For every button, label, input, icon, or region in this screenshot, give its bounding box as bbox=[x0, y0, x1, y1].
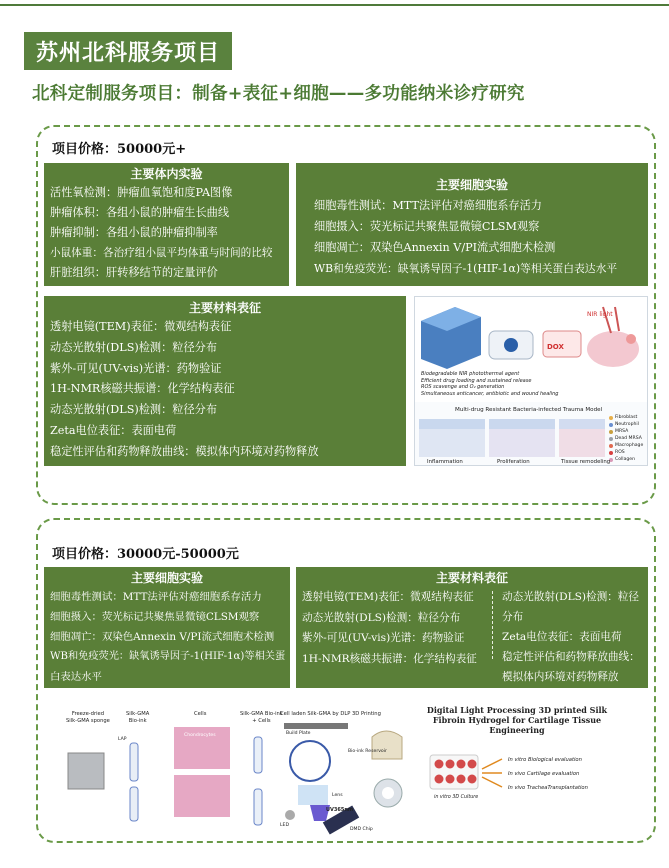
invivo-item: 活性氧检测：肿瘤血氧饱和度PA图像 bbox=[50, 186, 233, 199]
figure-title-line: Fibroin Hydrogel for Cartilage Tissue bbox=[432, 715, 602, 725]
material-item: 透射电镜(TEM)表征：微观结构表征 bbox=[50, 320, 232, 333]
legend-entry: Dead MRSA bbox=[615, 436, 642, 441]
invivo-heading: 主要体内实验 bbox=[130, 167, 203, 181]
invivo-item: 肝脏组织：肝转移结节的定量评价 bbox=[50, 266, 218, 279]
dlp-printing-figure bbox=[58, 697, 646, 837]
culture-well bbox=[457, 775, 466, 784]
culture-well bbox=[468, 775, 477, 784]
feature-bullets bbox=[421, 371, 558, 397]
material-item-2: 分布 bbox=[502, 611, 524, 623]
feature-bullet: Biodegradable NIR photothermal agent bbox=[421, 371, 520, 377]
material-item: 稳定性评估和药物释放曲线：模拟体内环境对药物释放 bbox=[50, 444, 319, 458]
nanotherapy-figure bbox=[414, 296, 648, 466]
legend-swatch bbox=[609, 423, 613, 427]
legend-swatch bbox=[609, 430, 613, 434]
material-item-2: 动态光散射(DLS)检测：粒径 bbox=[502, 591, 639, 603]
figure-label: Freeze-dried bbox=[71, 711, 105, 717]
culture-well bbox=[446, 760, 455, 769]
feature-bullet: Efficient drug loading and sustained release bbox=[421, 377, 532, 384]
cell-experiments-box-2 bbox=[44, 567, 290, 688]
page-subtitle: 北科定制服务项目：制备+表征+细胞——多功能纳米诊疗研究 bbox=[32, 84, 525, 104]
cell-item-2: WB和免疫荧光：缺氧诱导因子-1(HIF-1α)等相关蛋 bbox=[50, 651, 286, 662]
led-label: LED bbox=[280, 823, 289, 828]
material-item-2: 稳定性评估和药物释放曲线： bbox=[502, 651, 640, 663]
legend-entry: Collagen bbox=[615, 457, 636, 462]
legend-swatch bbox=[609, 451, 613, 455]
material-right-column bbox=[496, 587, 648, 687]
figure-title-line: Engineering bbox=[489, 725, 545, 735]
cell-legend bbox=[615, 414, 643, 463]
legend-entry: Fibroblast bbox=[615, 415, 638, 420]
bioink-cells-label bbox=[240, 711, 283, 724]
cell-item-2: 细胞毒性测试：MTT法评估对癌细胞系存活力 bbox=[50, 591, 262, 603]
material-item: 动态光散射(DLS)检测：粒径分布 bbox=[50, 403, 218, 417]
feature-bullet: ROS scavenge and O₂ generation bbox=[421, 384, 505, 390]
cell-item: WB和免疫荧光：缺氧诱导因子-1(HIF-1α)等相关蛋白表达水平 bbox=[314, 262, 618, 275]
evaluation-item: In vitro Biological evaluation bbox=[508, 757, 582, 763]
material-item: 1H-NMR核磁共振谱：化学结构表征 bbox=[50, 382, 235, 396]
evaluation-list bbox=[508, 753, 588, 795]
feature-bullet: Simultaneous anticancer, antibiotic and wound healing bbox=[421, 390, 559, 397]
evaluation-item: In vivo TracheaTransplantation bbox=[508, 785, 588, 791]
cell-item-2: 白表达水平 bbox=[50, 671, 102, 683]
material-characterization-box-2 bbox=[296, 567, 648, 688]
material-item: 紫外-可见(UV-vis)光谱：药物验证 bbox=[50, 361, 222, 375]
cell-item-2: 细胞摄入：荧光标记共聚焦显微镜CLSM观察 bbox=[50, 611, 260, 623]
figure-label: Silk-GMA sponge bbox=[66, 717, 110, 724]
legend-swatch bbox=[609, 437, 613, 441]
cells-label: Cells bbox=[194, 711, 207, 717]
culture-well bbox=[457, 760, 466, 769]
stage-label: Inflammation bbox=[427, 459, 463, 465]
invivo-item: 肿瘤抑制：各组小鼠的肿瘤抑制率 bbox=[50, 226, 218, 239]
evaluation-item: In vivo Cartilage evaluation bbox=[508, 771, 580, 777]
dox-label: DOX bbox=[547, 343, 564, 351]
trauma-model-title: Multi-drug Resistant Bacteria-infected Trauma Model bbox=[455, 407, 603, 413]
page-title: 苏州北科服务项目 bbox=[24, 32, 232, 70]
column-divider bbox=[492, 591, 493, 659]
stage-label: Proliferation bbox=[497, 459, 530, 465]
culture-well bbox=[446, 775, 455, 784]
legend-entry: Macrophage bbox=[615, 443, 644, 448]
legend-entry: MRSA bbox=[615, 429, 629, 434]
reservoir-label: Bio-ink Reservoir bbox=[348, 749, 387, 754]
material-item: 动态光散射(DLS)检测：粒径分布 bbox=[50, 340, 218, 354]
dmd-chip-label: DMD Chip bbox=[350, 827, 373, 832]
legend-entry: Neutrophil bbox=[615, 422, 639, 427]
culture-well bbox=[435, 760, 444, 769]
culture-well bbox=[468, 760, 477, 769]
bioink-label bbox=[126, 711, 149, 724]
legend-swatch bbox=[609, 416, 613, 420]
material-heading-2: 主要材料表征 bbox=[435, 571, 508, 585]
material-left-column bbox=[296, 587, 486, 669]
cell-heading-2: 主要细胞实验 bbox=[130, 571, 203, 585]
cell-item: 细胞毒性测试：MTT法评估对癌细胞系存活力 bbox=[314, 199, 542, 212]
invivo-item: 肿瘤体积：各组小鼠的肿瘤生长曲线 bbox=[50, 206, 230, 219]
material-item-2: 动态光散射(DLS)检测：粒径分布 bbox=[302, 611, 461, 624]
lens-label: Lens bbox=[332, 793, 343, 798]
figure-title-line: Digital Light Processing 3D printed Silk bbox=[426, 705, 608, 715]
sponge-label bbox=[66, 711, 110, 724]
figure-label: + Cells bbox=[252, 717, 271, 724]
package-1-price: 项目价格：50000元+ bbox=[52, 142, 187, 157]
lap-label: LAP bbox=[118, 737, 127, 742]
legend-entry: ROS bbox=[615, 450, 625, 455]
material-item-2: 透射电镜(TEM)表征：微观结构表征 bbox=[302, 591, 474, 603]
cell-item: 细胞凋亡：双染色Annexin V/PI流式细胞术检测 bbox=[314, 241, 556, 254]
legend-swatch bbox=[609, 444, 613, 448]
material-item-2: 紫外-可见(UV-vis)光谱：药物验证 bbox=[302, 632, 465, 644]
invivo-item: 小鼠体重：各治疗组小鼠平均体重与时间的比较 bbox=[50, 247, 273, 259]
nir-light-label: NIR light bbox=[587, 311, 613, 318]
top-divider bbox=[0, 4, 669, 6]
chondrocytes-label: Chondrocytes bbox=[184, 733, 216, 738]
material-item: Zeta电位表征：表面电荷 bbox=[50, 423, 177, 437]
package-2-price: 项目价格：30000元-50000元 bbox=[52, 547, 239, 562]
material-characterization-box bbox=[44, 296, 406, 466]
uv-label: UV365nm bbox=[326, 807, 354, 813]
cell-experiments-box bbox=[296, 163, 648, 286]
cell-item: 细胞摄入：荧光标记共聚焦显微镜CLSM观察 bbox=[314, 220, 540, 233]
figure-label: Silk-GMA bbox=[126, 711, 150, 717]
stage-label: Tissue remodeling bbox=[561, 459, 611, 465]
culture-label: in vitro 3D Culture bbox=[434, 795, 479, 800]
material-item-2: 模拟体内环境对药物释放 bbox=[502, 671, 619, 683]
culture-well bbox=[435, 775, 444, 784]
cell-heading: 主要细胞实验 bbox=[435, 178, 508, 192]
figure-label: Bio-ink bbox=[128, 717, 147, 724]
build-plate-label: Build Plate bbox=[286, 731, 311, 736]
invivo-experiments-box bbox=[44, 163, 289, 286]
material-item-2: Zeta电位表征：表面电荷 bbox=[502, 631, 622, 643]
cell-item-2: 细胞凋亡：双染色Annexin V/PI流式细胞术检测 bbox=[50, 631, 275, 643]
dlp-figure-title bbox=[422, 705, 612, 735]
material-item-2: 1H-NMR核磁共振谱：化学结构表征 bbox=[302, 652, 477, 665]
dlp-printing-label: Cell laden Silk-GMA by DLP 3D Printing bbox=[280, 711, 381, 717]
material-heading: 主要材料表征 bbox=[188, 301, 261, 315]
figure-label: Silk-GMA Bio-ink bbox=[240, 711, 283, 717]
